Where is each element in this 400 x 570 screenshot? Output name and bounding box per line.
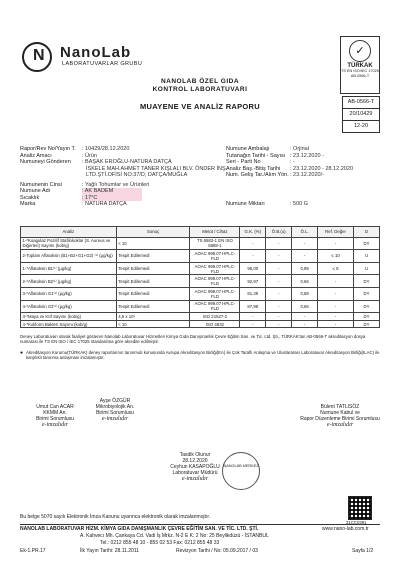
ref-code: 12-20 (353, 123, 369, 129)
table-cell: DY (354, 287, 380, 300)
company-name: NANOLAB LABORATUVAR HİZM. KİMYA GIDA DANIŞMANLIK ÇEVRE EĞİTİM SAN. VE TİC. LTD. ŞTİ. (20, 526, 259, 532)
signer-title: KKMM An. (43, 410, 67, 416)
table-cell: - (266, 287, 292, 300)
info-value: : Yağlı Tohumlar ve Ürünleri (82, 181, 150, 188)
table-cell: < 10 (116, 320, 190, 328)
table-cell: 3-*Maya ve Küf Sayımı (kob/g) (21, 313, 117, 321)
info-label: Numunenin Cinsi (20, 181, 62, 188)
table-cell: U (354, 262, 380, 275)
table-cell: - (318, 237, 354, 250)
info-value: : NATURA DATÇA (82, 201, 127, 207)
info-value: LTD.ŞTİ.OFİSİ NO:37/D, DATÇA/MUĞLA (86, 172, 188, 178)
table-cell: ≤ 10 (318, 250, 354, 263)
ref-code: 20/10429 (343, 109, 379, 121)
note-bullet-icon: ● (20, 350, 24, 356)
table-cell: ≤ 8 (318, 262, 354, 275)
table-cell: DY (354, 275, 380, 288)
table-cell: 0,88 (292, 287, 318, 300)
table-cell: 81,39 (240, 287, 266, 300)
table-cell: - (318, 320, 354, 328)
table-cell: 4-*Aflatoksin G2⁽¹⁾ (μg/kg) (21, 300, 117, 313)
signer-role: Birimi Sorumlusu (36, 416, 74, 422)
table-cell: 92,97 (240, 275, 266, 288)
accreditation-note: Deney Laboratuvarı olarak faaliyet gösteren Nanolab Laboratuvar Hizmetleri Kimya Gıda Danışmanlık Çevre Eğitim San. ve Tic. Ltd. Şti., TÜRKAK'tan AB-0566-T akreditasyon dosya numarası ile TS EN ISO / IEC 17025 standardına göre akredite edilmiştir. (20, 334, 366, 345)
signer-title: Mikrobiyolojik An. (95, 404, 135, 410)
table-row (21, 300, 380, 313)
ilac-note: Akreditasyon Kurumu(TÜRKAK) deney raporlarının tanınmıdı konusunda Avrupa Akreditasyon Birliği(EA) ile Çok Taraflı Anlaşma ve Uluslararası Laboratuvar Akreditasyon Birliği(ILAC) ile karşılıklı tanınma anlaşması imzalamıştır. (26, 350, 380, 361)
table-row (21, 250, 380, 263)
info-value: : 23.12.2020/- (290, 172, 324, 178)
results-table (20, 226, 380, 328)
e-signature: e-imzalıdır (181, 476, 209, 482)
table-cell: - (266, 262, 292, 275)
table-cell: < 10 (116, 237, 190, 250)
certified-label: Tasdik Olunur (179, 452, 211, 458)
info-value: : - (290, 159, 295, 165)
table-cell: AOAC 999.07 HPLC-FLD (190, 275, 240, 288)
info-label: Sıcaklık (20, 194, 40, 201)
table-cell: 2-*Aflatoksin B2⁽¹⁾ (μg/kg) (21, 275, 117, 288)
table-cell: Tespit Edilemedi (116, 300, 190, 313)
signer-title: Numune Kabul ve (320, 410, 360, 416)
footer-divider (20, 524, 380, 525)
info-value: : Orjinal (290, 146, 309, 152)
page-number: Sayfa 1/2 (352, 548, 374, 554)
signer-name: Ayşe ÖZGÜR (99, 398, 131, 404)
info-value: : 23.12.2020 - (290, 152, 324, 159)
table-cell: - (266, 275, 292, 288)
signature-lab-manager (160, 452, 230, 482)
table-cell: TS 6582-1 EN ISO 6888-1 (190, 237, 240, 250)
brand-name: NanoLab (60, 44, 132, 61)
table-row (21, 313, 380, 321)
column-header: Metot / Cihaz (190, 227, 240, 238)
table-cell: AOAC 999.07 HPLC-FLD (190, 300, 240, 313)
info-label: Analiz Baş.-Bitiş Tarihi (226, 165, 281, 172)
signer-role: Laboratuvar Müdürü (172, 470, 218, 476)
table-row (21, 320, 380, 328)
lab-name-line2: KONTROL LABORATUVARI (152, 86, 248, 93)
info-label: Numune Miktarı (226, 200, 265, 207)
info-value: : 23.12.2020 - 28.12.2020 (290, 165, 353, 172)
signer-name: Umut Can ACAR (36, 404, 74, 410)
turkak-name: TÜRKAK (347, 63, 373, 69)
info-value: : 17°C (82, 195, 142, 202)
table-row (21, 287, 380, 300)
table-cell: AOAC 999.07 HPLC-FLD (190, 250, 240, 263)
e-signature: e-imzalıdır (41, 422, 69, 428)
column-header: D (354, 227, 380, 238)
table-cell: 87,98 (240, 300, 266, 313)
lab-name: NANOLAB ÖZEL GIDA (160, 78, 240, 85)
table-cell: 3-*Aflatoksin G1⁽¹⁾ (μg/kg) (21, 287, 117, 300)
table-cell: - (266, 237, 292, 250)
table-cell: DY (354, 300, 380, 313)
table-cell: DY (354, 237, 380, 250)
info-label: Marka (20, 201, 36, 207)
column-header: Sonuç (116, 227, 190, 238)
brand-subtitle: LABORATUVARLAR GRUBU (62, 61, 143, 67)
e-sign-law-note: Bu belge 5070 sayılı Elektronik İmza Kanunu uyarınca elektronik olarak imzalanmıştır. (20, 514, 211, 520)
info-value: : 500 G (290, 200, 309, 207)
table-cell: 2-Toplam Aflatoksin (B1+B2+G1+G2) ⁽¹⁾ (μg/kg) (21, 250, 117, 263)
table-cell: - (266, 250, 292, 263)
table-cell: Tespit Edilemedi (116, 250, 190, 263)
table-cell: - (240, 313, 266, 321)
table-cell: - (240, 320, 266, 328)
table-cell: - (318, 300, 354, 313)
company-phone: Tel.: 0212 855 48 10 - 855 02 53 Fax: 0212 855 48 33 (100, 540, 220, 546)
column-header: Ö.L. (292, 227, 318, 238)
qr-code-icon (348, 496, 372, 520)
logo-n-mark: N (33, 47, 45, 64)
revision-info: Revizyon Tarihi / No: 05.09.2017 / 03 (176, 548, 258, 554)
company-address: A. Kahvecı Mh. Çankaya Cd. Vadi İş Mrkz. N-2 E K: 2 No: 25 Beylikdüzü - İSTANBUL (80, 533, 269, 539)
turkak-check-icon: ✓ (349, 40, 371, 62)
info-value: : BAŞAK EROĞLU-NATURA DATÇA (82, 159, 172, 165)
column-header: Analiz (21, 227, 117, 238)
column-header: G.K. (%) (240, 227, 266, 238)
table-cell: 1-*Koagulaz Pozitif Stafilokoklar (S. Aureus ve Diğerleri) Sayımı (kob/g) (21, 237, 117, 250)
table-cell: DY (354, 320, 380, 328)
info-label: Numuneyi Gönderen (20, 159, 71, 165)
table-cell: - (240, 250, 266, 263)
company-website: www.nano-lab.com.tr (322, 526, 369, 532)
table-cell: - (292, 313, 318, 321)
table-header-row (21, 227, 380, 238)
info-label: Tutanağın Tarihi - Sayısı (226, 152, 286, 159)
table-cell: - (318, 313, 354, 321)
info-label: Numune Adı (20, 188, 51, 194)
table-cell: AOAC 999.07 HPLC-FLD (190, 287, 240, 300)
table-cell: - (292, 320, 318, 328)
column-header: Ö.B.(±) (266, 227, 292, 238)
table-cell: Tespit Edilemedi (116, 287, 190, 300)
signature-sample-acceptance (300, 404, 380, 428)
ref-code: AB-0566-T (343, 97, 379, 109)
table-cell: 0,66 (292, 300, 318, 313)
table-cell: ISO 21527-2 (190, 313, 240, 321)
table-cell: ISO 4832 (190, 320, 240, 328)
table-cell: 0,66 (292, 275, 318, 288)
sample-info-left (20, 146, 230, 208)
lab-stamp (222, 452, 260, 490)
report-title: MUAYENE VE ANALİZ RAPORU (140, 102, 260, 111)
reference-code-box (342, 96, 380, 133)
table-cell: - (318, 275, 354, 288)
table-cell: 96,00 (240, 262, 266, 275)
table-cell: AOAC 999.07 HPLC-FLD (190, 262, 240, 275)
info-value: İSKELE MAH.AHMET TANER KIŞLALI BLV. ÖNDER İNŞ. (86, 165, 228, 172)
e-signature: e-imzalıdır (101, 416, 129, 422)
e-signature: e-imzalıdır (326, 422, 354, 428)
table-row (21, 262, 380, 275)
sample-info-right (226, 146, 380, 207)
table-row (21, 237, 380, 250)
signature-micro (80, 398, 150, 422)
table-cell: U (354, 250, 380, 263)
table-cell: - (240, 237, 266, 250)
turkak-standard: TS EN ISO/IEC 17025 (341, 69, 379, 73)
signer-name: Ceyhun KASAPOĞLU (170, 464, 220, 470)
info-label: Num. Geliş Tar./Alım Yön. (226, 172, 289, 178)
qr-code-label: 21CC0391 (346, 520, 367, 525)
form-code: Ek-1.PR.17 (20, 548, 46, 554)
info-label: Rapor/Rev No/Yayın T. (20, 146, 76, 152)
info-label: Seri - Parti No (226, 159, 261, 165)
table-cell: - (266, 320, 292, 328)
table-cell: 1-*Aflatoksin B1⁽¹⁾ (μg/kg) (21, 262, 117, 275)
column-header: Ref. Değer (318, 227, 354, 238)
table-cell: 0,89 (292, 262, 318, 275)
info-value: : Ürün (82, 152, 97, 159)
signer-role: Rapor Düzenleme Birimi Sorumlusu (300, 416, 380, 422)
table-cell: 4,5 x 10¹ (116, 313, 190, 321)
info-value: : 10429/28.12.2020 (82, 146, 130, 152)
release-date: İlk Yayın Tarihi: 28.11.2011 (80, 548, 140, 554)
table-cell: - (292, 237, 318, 250)
table-cell: - (292, 250, 318, 263)
info-label: Analiz Amacı (20, 152, 52, 159)
table-cell: - (266, 313, 292, 321)
signer-name: Bülent TATLISÖZ (320, 404, 360, 410)
signer-role: Birimi Sorumlusu (96, 410, 134, 416)
stamp-text: NANOLAB MERKEZ (223, 464, 259, 468)
info-label (20, 172, 86, 179)
table-cell: - (318, 287, 354, 300)
table-cell: Tespit Edilemedi (116, 275, 190, 288)
turkak-number: AB-0566-T (350, 73, 370, 78)
sample-name-value: : AK BADEM (82, 188, 142, 195)
table-cell: DY (354, 313, 380, 321)
table-cell: - (266, 300, 292, 313)
info-label: Numune Ambalajı (226, 146, 270, 152)
table-cell: 4-*Koliform Bakteri Sayımı (kob/g) (21, 320, 117, 328)
certified-date: 28.12.2020 (182, 458, 208, 464)
table-cell: Tespit Edilemedi (116, 262, 190, 275)
table-row (21, 275, 380, 288)
